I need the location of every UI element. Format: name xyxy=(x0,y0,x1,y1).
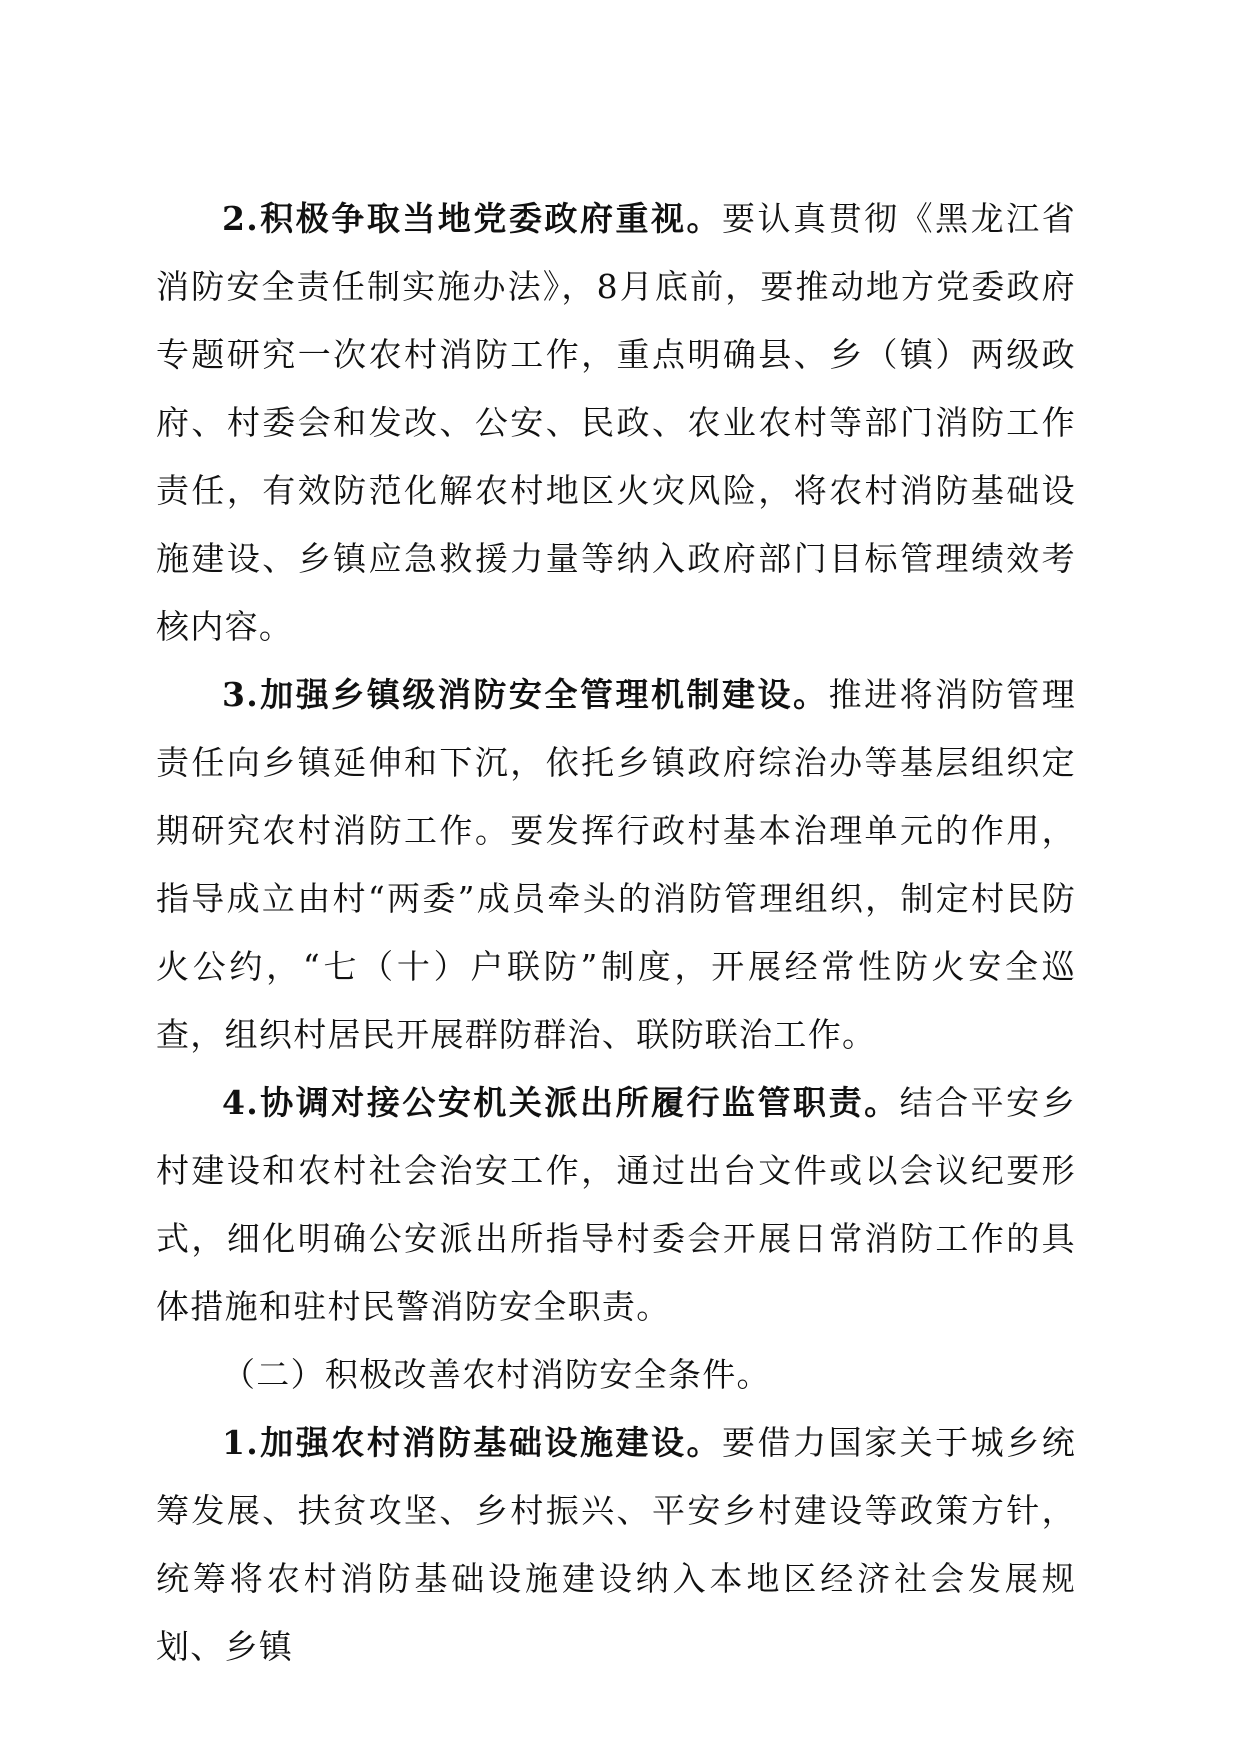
paragraph-text: 要认真贯彻《黑龙江省消防安全责任制实施办法》，8月底前，要推动地方党委政府专题研究一次农村消防工作，重点明确县、乡（镇）两级政府、村委会和发改、公安、民政、农业农村等部门消防工作责任，有效防范化解农村地区火灾风险，将农村消防基础设施建设、乡镇应急救援力量等纳入政府部门目标管理绩效考核内容。 xyxy=(156,199,1077,646)
paragraph-text: 推进将消防管理责任向乡镇延伸和下沉，依托乡镇政府综治办等基层组织定期研究农村消防工作。要发挥行政村基本治理单元的作用，指导成立由村“两委”成员牵头的消防管理组织，制定村民防火公约，“七（十）户联防”制度，开展经常性防火安全巡查，组织村居民开展群防群治、联防联治工作。 xyxy=(156,675,1076,1054)
paragraph-infrastructure xyxy=(156,1409,1076,1681)
paragraph-township-mechanism xyxy=(156,661,1076,1069)
document-body xyxy=(156,185,1076,1681)
paragraph-heading: 4.协调对接公安机关派出所履行监管职责。 xyxy=(222,1083,900,1122)
paragraph-text: 要借力国家关于城乡统筹发展、扶贫攻坚、乡村振兴、平安乡村建设等政策方针，统筹将农村消防基础设施建设纳入本地区经济社会发展规划、乡镇 xyxy=(156,1423,1077,1666)
paragraph-police-station-duties xyxy=(156,1069,1076,1341)
paragraph-heading: 2.积极争取当地党委政府重视。 xyxy=(222,199,723,238)
paragraph-government-attention xyxy=(156,185,1076,661)
paragraph-heading: 3.加强乡镇级消防安全管理机制建设。 xyxy=(222,675,829,714)
paragraph-text: （二）积极改善农村消防安全条件。 xyxy=(222,1355,771,1394)
paragraph-heading: 1.加强农村消防基础设施建设。 xyxy=(222,1423,723,1462)
section-heading-conditions xyxy=(156,1341,1076,1409)
paragraph-text: 结合平安乡村建设和农村社会治安工作，通过出台文件或以会议纪要形式，细化明确公安派出所指导村委会开展日常消防工作的具体措施和驻村民警消防安全职责。 xyxy=(156,1083,1077,1326)
